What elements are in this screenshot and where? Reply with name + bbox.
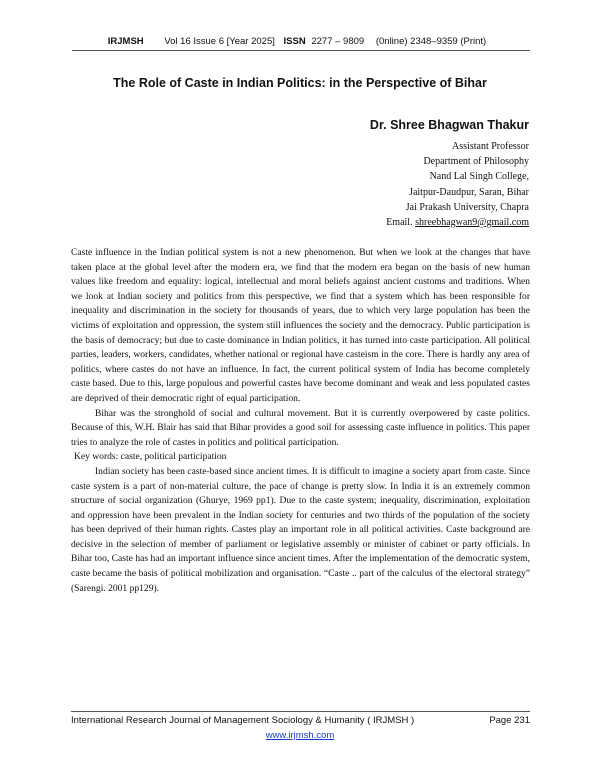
journal-url-link[interactable]: www.irjmsh.com	[265, 730, 335, 741]
email-label: Email.	[386, 217, 413, 229]
keywords: Key words: caste, political participation	[74, 451, 227, 463]
body-paragraph: Caste influence in the Indian political system is not a new phenomenon. But when we look at the changes that have taken place at the global level after the modern era, we find that the modern era began on the basis of new human values like freedom and equality: logical, intellectual and moral beliefs against ancient customs and traditions. When we look at Indian society and politics from this perspective, we find that a system which has been responsible for inequality and discrimination in the society for thousands of years, due to which very large population has been the victims of exploitation and oppression, the system still influences the society and the democracy. Public participation is the basis of democracy; but due to caste dominance in Indian politics, it has turned into caste participation. All political parties, leaders, workers, candidates, whether national or regional have casteism in the core. There is hardly any area of politics, where castes do not have an influence. In fact, the current political system of India has become completely caste based. Due to this, large populous and powerful castes have become dominant and weak and less populated castes are deprived of their democratic right of equal participation.	[71, 247, 530, 404]
issn-label: ISSN	[283, 36, 306, 47]
email-line	[386, 215, 529, 230]
issn-print: (0nline) 2348–9359 (Print)	[375, 36, 487, 47]
affiliation-line: Assistant Professor	[452, 141, 529, 152]
affiliation-line: Nand Lal Singh College,	[429, 171, 529, 183]
affiliation-line: Jai Prakash University, Chapra	[405, 201, 529, 213]
affiliation-line: Jaitpur-Daudpur, Saran, Bihar	[409, 186, 529, 198]
footer-journal-name: International Research Journal of Management Sociology & Humanity ( IRJMSH )	[71, 715, 415, 726]
header-rule	[72, 50, 530, 51]
author-name: Dr. Shree Bhagwan Thakur	[369, 118, 529, 132]
paper-title: The Role of Caste in Indian Politics: in the Perspective of Bihar	[113, 76, 487, 90]
email-link[interactable]: shreebhagwan9@gmail.com	[415, 217, 529, 229]
body-paragraph: Indian society has been caste-based since ancient times. It is difficult to imagine a society apart from caste. Since caste system is a part of non-material culture, the pace of change is pretty slow. In India it is an extremely common structure of social organization (Ghurye, 1969 pp1). Due to the caste system; inequality, discrimination, exploitation and oppression have been prevalent in the Indian society for centuries and two thirds of the population of the society has been deprived of their human rights. Castes play an important role in all political activities. Caste background are decisive in the selection of member of parliament or legislative assembly or minister of cabinet or party officials. In Bihar too, Caste has had an important influence since ancient times. After the implementation of the democratic system, caste became the basis of political mobilization and organisation. “Caste .. part of the calculus of the electoral strategy” (Sarengi. 2001 pp129).	[71, 465, 530, 594]
running-header	[0, 36, 600, 47]
page-number: Page 231	[489, 715, 530, 726]
body-paragraph: Bihar was the stronghold of social and cultural movement. But it is currently overpowered by caste politics. Because of this, W.H. Blair has said that Bihar provides a good soil for assessing caste influence in politics. This paper tries to analyze the role of castes in politics and political participation.	[71, 407, 530, 448]
footer-rule	[71, 711, 530, 712]
paper-body	[71, 246, 530, 596]
author-affiliation	[386, 139, 529, 230]
journal-abbreviation: IRJMSH	[107, 36, 144, 47]
affiliation-line: Department of Philosophy	[423, 156, 529, 168]
volume-issue: Vol 16 Issue 6 [Year 2025]	[164, 36, 275, 47]
issn-online: 2277 – 9809	[311, 36, 365, 47]
